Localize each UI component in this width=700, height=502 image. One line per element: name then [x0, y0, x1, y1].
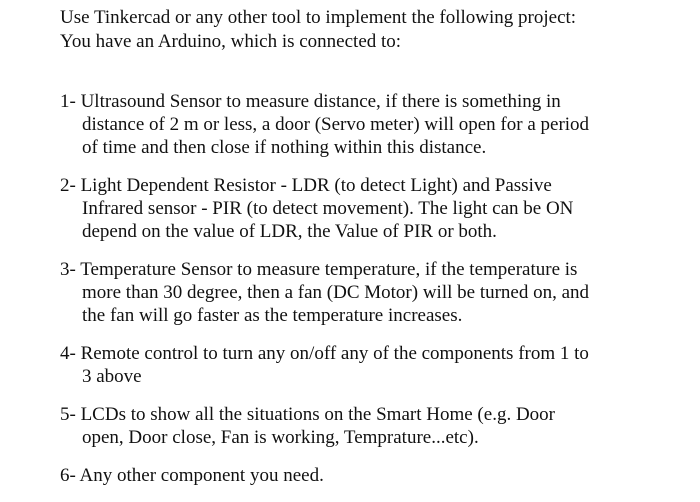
assignment-document [60, 6, 680, 486]
item-text-line: open, Door close, Fan is working, Temprature...etc). [82, 427, 479, 448]
item-text-line: Infrared sensor - PIR (to detect movement). The light can be ON [82, 198, 574, 219]
list-item [60, 403, 680, 449]
intro-paragraph [60, 6, 680, 54]
item-text-line: 3- Temperature Sensor to measure temperature, if the temperature is [60, 259, 578, 280]
item-text-line: 4- Remote control to turn any on/off any of the components from 1 to [60, 343, 589, 364]
list-item [60, 90, 680, 159]
item-text-line: 1- Ultrasound Sensor to measure distance, if there is something in [60, 91, 561, 112]
item-text-line: the fan will go faster as the temperature increases. [82, 305, 463, 326]
intro-line: You have an Arduino, which is connected to: [60, 31, 402, 52]
item-text-line: of time and then close if nothing within this distance. [82, 137, 487, 158]
item-text-line: 5- LCDs to show all the situations on the Smart Home (e.g. Door [60, 404, 555, 425]
item-text-line: depend on the value of LDR, the Value of PIR or both. [82, 221, 497, 242]
list-item [60, 342, 680, 388]
item-text-line: distance of 2 m or less, a door (Servo meter) will open for a period [82, 114, 590, 135]
item-text-line: 3 above [82, 366, 142, 387]
intro-line: Use Tinkercad or any other tool to implement the following project: [60, 7, 577, 28]
item-text-line: more than 30 degree, then a fan (DC Motor) will be turned on, and [82, 282, 590, 303]
item-text-line: 2- Light Dependent Resistor - LDR (to detect Light) and Passive [60, 175, 552, 196]
item-text-line: 6- Any other component you need. [60, 465, 324, 486]
requirements-list [60, 90, 680, 502]
list-item [60, 174, 680, 243]
list-item [60, 258, 680, 327]
list-item [60, 464, 680, 487]
